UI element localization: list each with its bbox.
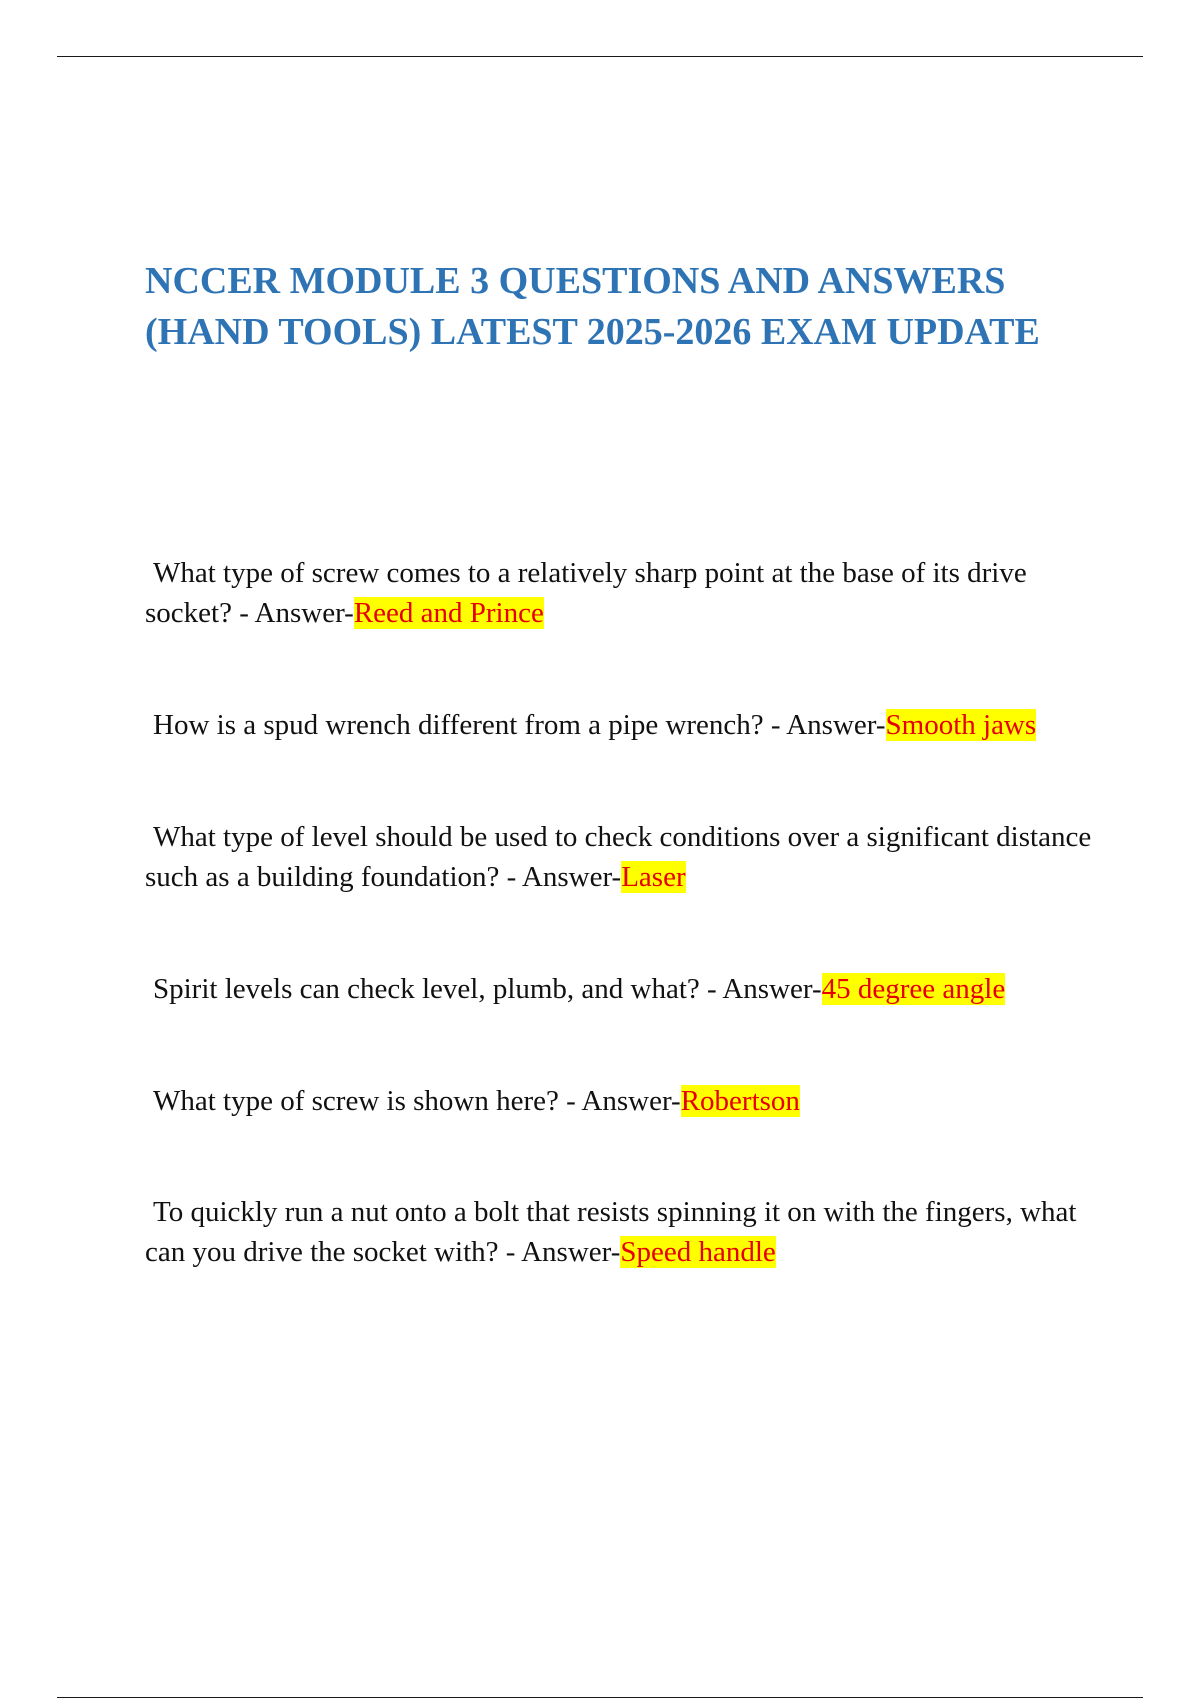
answer-separator: - Answer- bbox=[763, 709, 886, 741]
qa-item bbox=[145, 1081, 1095, 1121]
answer-separator: - Answer- bbox=[498, 1236, 621, 1268]
answer-separator: - Answer- bbox=[699, 973, 822, 1005]
answer-highlight: Reed and Prince bbox=[353, 597, 544, 629]
question-text: What type of level should be used to check conditions over a significant distance such as a building foundation? bbox=[145, 821, 1092, 893]
footer-rule bbox=[57, 1697, 1143, 1698]
question-text: How is a spud wrench different from a pipe wrench? bbox=[153, 709, 764, 741]
qa-item bbox=[145, 705, 1095, 745]
qa-list bbox=[145, 553, 1095, 1344]
qa-item bbox=[145, 553, 1095, 633]
question-text: To quickly run a nut onto a bolt that resists spinning it on with the fingers, what can you drive the socket with? bbox=[145, 1196, 1077, 1268]
answer-highlight: 45 degree angle bbox=[821, 973, 1006, 1005]
question-text: What type of screw is shown here? bbox=[153, 1085, 559, 1117]
answer-separator: - Answer- bbox=[558, 1085, 681, 1117]
answer-highlight: Speed handle bbox=[620, 1236, 776, 1268]
qa-item bbox=[145, 1192, 1095, 1272]
answer-highlight: Smooth jaws bbox=[885, 709, 1037, 741]
question-text: What type of screw comes to a relatively sharp point at the base of its drive socket? bbox=[145, 557, 1027, 629]
answer-separator: - Answer- bbox=[231, 597, 354, 629]
question-text: Spirit levels can check level, plumb, and what? bbox=[153, 973, 700, 1005]
answer-highlight: Laser bbox=[621, 861, 686, 893]
header-rule bbox=[57, 56, 1143, 57]
page-title: NCCER MODULE 3 QUESTIONS AND ANSWERS (HAND TOOLS) LATEST 2025-2026 EXAM UPDATE bbox=[145, 260, 1040, 353]
qa-item bbox=[145, 817, 1095, 897]
answer-highlight: Robertson bbox=[680, 1085, 800, 1117]
qa-item bbox=[145, 969, 1095, 1009]
answer-separator: - Answer- bbox=[499, 861, 622, 893]
